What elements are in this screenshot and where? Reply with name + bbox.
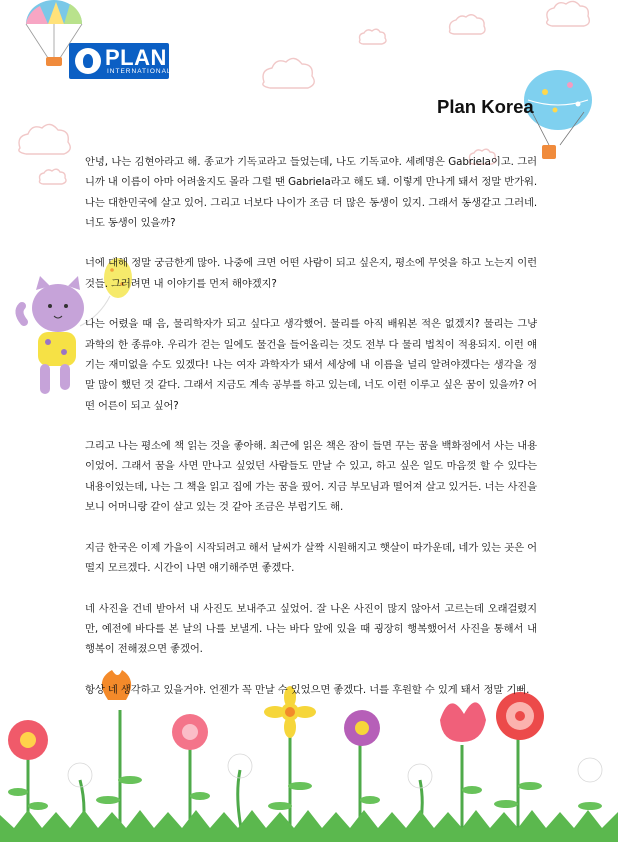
plan-international-logo <box>69 43 172 79</box>
letter-paragraph: 안녕, 나는 김현아라고 해. 종교가 기독교라고 들었는데, 나도 기독교야. 세례명은 Gabriela이고. 그러니까 내 이름이 아마 어려울지도 몰라 그럴 땐 Gabriela라고 해도 돼. 이렇게 만나게 돼서 정말 반가워. 나는 대한민국에 살고 있어. 그리고 너보다 나이가 조금 더 많은 동생이 있지. 그래서 동생같고 그러네. 너도 동생이 있을까? <box>85 156 537 229</box>
letter-paragraph: 나는 어렸을 때 음, 물리학자가 되고 싶다고 생각했어. 물리를 아직 배워본 적은 없겠지? 물리는 그냥 과학의 한 종류야. 우리가 걷는 일에도 물건을 들어올리는 것도 전부 다 물리 법칙이 적용되지. 이런 얘기는 재미없을 수도 있겠다! 나는 여자 과학자가 돼서 세상에 내 이름을 널리 알려야겠다는 생각을 정말 많이 했던 것 같다. 그래서 지금도 계속 공부를 하고 있는데, 너도 이런 이루고 싶은 꿈이 있을까? 어떤 어른이 되고 싶어? <box>85 318 537 412</box>
letter-body <box>85 152 537 720</box>
letter-paragraph: 너에 대해 정말 궁금한게 많아. 나중에 크면 어떤 사람이 되고 싶은지, 평소에 무엇을 하고 노는지 이런 것들. 그러려면 내 이야기를 먼저 해야겠지? <box>85 257 537 290</box>
letter-paragraph: 그리고 나는 평소에 책 읽는 것을 좋아해. 최근에 읽은 책은 잠이 들면 꾸는 꿈을 백화점에서 사는 내용이었어. 그래서 꿈을 사면 만나고 싶었던 사람들도 만날 수 있고, 하고 싶은 일도 마음껏 할 수 있다는 내용이었는데, 나는 그 책을 읽고 집에 가는 꿈을 꿨어. 지금 부모님과 떨어져 살고 있거든. 너는 사진을 보니 어머니랑 같이 살고 있는 것 같아 조금은 부럽기도 해. <box>85 440 537 514</box>
letter-paragraph: 네 사진을 건네 받아서 내 사진도 보내주고 싶었어. 잘 나온 사진이 많지 않아서 고르는데 오래걸렸지만, 예전에 바다를 본 날의 나를 보낼게. 나는 바다 앞에 있을 때 굉장히 행복했어서 사진을 통해서 내 행복이 전해졌으면 좋겠어. <box>85 602 537 656</box>
logo-name: PLAN <box>105 45 167 70</box>
logo-tagline: INTERNATIONAL <box>107 68 172 75</box>
logo-emblem-icon <box>75 48 101 74</box>
letter-paragraph: 항상 네 생각하고 있을거야. 언젠가 꼭 만날 수 있었으면 좋겠다. 너를 후원할 수 있게 돼서 정말 기뻐. <box>85 683 530 696</box>
hot-air-balloon-icon <box>524 70 592 159</box>
brand-title: Plan Korea <box>437 96 534 117</box>
letter-paragraph: 지금 한국은 이제 가을이 시작되려고 해서 날씨가 살짝 시원해지고 햇살이 따가운데, 네가 있는 곳은 어떨지 모르겠다. 시간이 나면 얘기해주면 좋겠다. <box>85 541 537 574</box>
